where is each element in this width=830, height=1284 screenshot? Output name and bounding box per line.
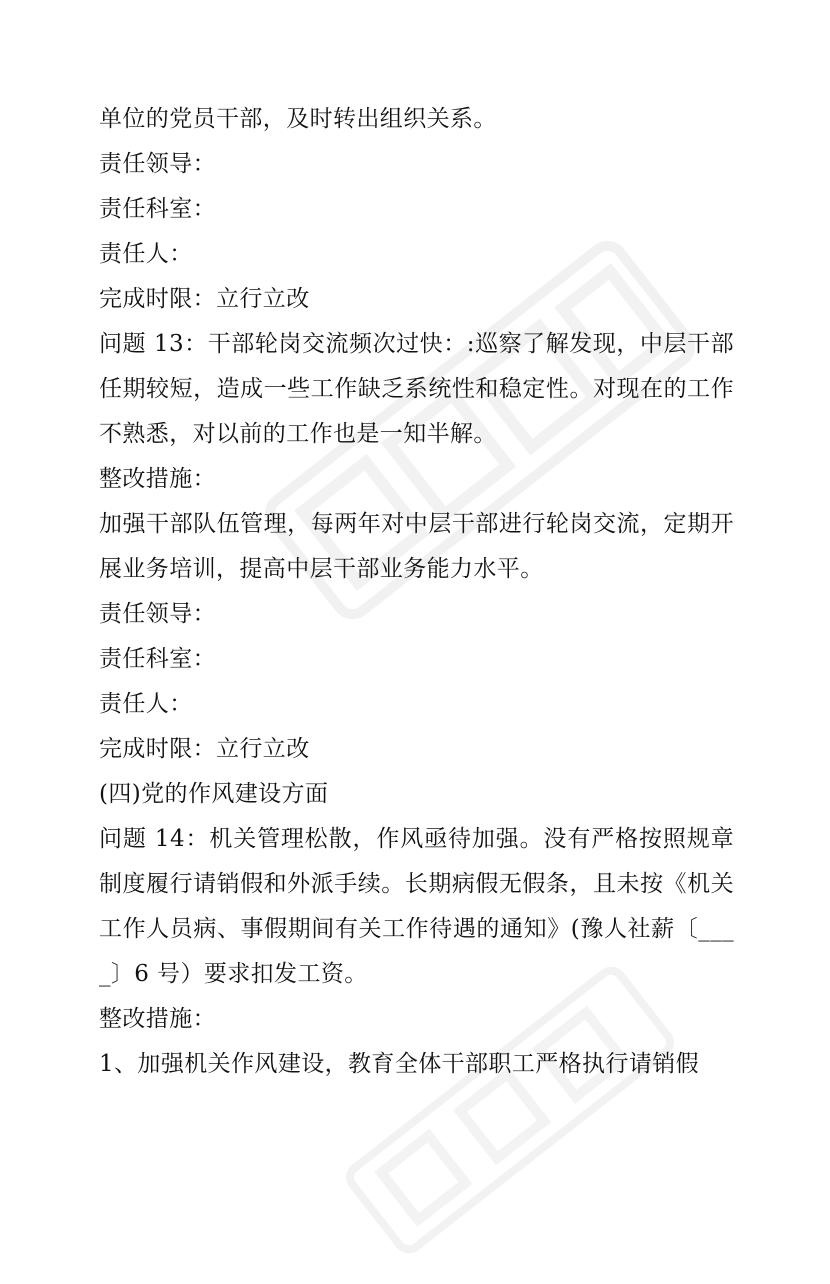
responsible-person-label: 责任人： [99, 241, 193, 267]
issue-13-paragraph: 问题 13：干部轮岗交流频次过快：:巡察了解发现，中层干部任期较短，造成一些工作缺乏系统性和稳定性。对现在的工作不熟悉，对以前的工作也是一知半解。 [99, 331, 734, 447]
rectification-heading: 整改措施： [99, 1006, 216, 1032]
issue-14-paragraph: 问题 14：机关管理松散，作风亟待加强。没有严格按照规章制度履行请销假和外派手续。长期病假无假条，且未按《机关工作人员病、事假期间有关工作待遇的通知》(豫人社薪〔____〕6 号）要求扣发工资。 [99, 826, 734, 987]
rectification-heading: 整改措施： [99, 466, 216, 492]
responsible-person-label: 责任人： [99, 691, 193, 717]
responsible-leader-label: 责任领导： [99, 151, 216, 177]
responsible-leader-label: 责任领导： [99, 601, 216, 627]
text-line: 单位的党员干部，及时转出组织关系。 [99, 106, 497, 132]
responsible-department-label: 责任科室： [99, 196, 216, 222]
deadline-line: 完成时限：立行立改 [99, 736, 310, 762]
responsible-department-label: 责任科室： [99, 646, 216, 672]
measure-14-item-1: 1、加强机关作风建设，教育全体干部职工严格执行请销假 [99, 1051, 700, 1077]
deadline-line: 完成时限：立行立改 [99, 286, 310, 312]
measure-13-paragraph: 加强干部队伍管理，每两年对中层干部进行轮岗交流，定期开展业务培训，提高中层干部业务能力水平。 [99, 511, 734, 582]
section-heading: (四)党的作风建设方面 [99, 781, 329, 807]
document-body [99, 97, 734, 1087]
